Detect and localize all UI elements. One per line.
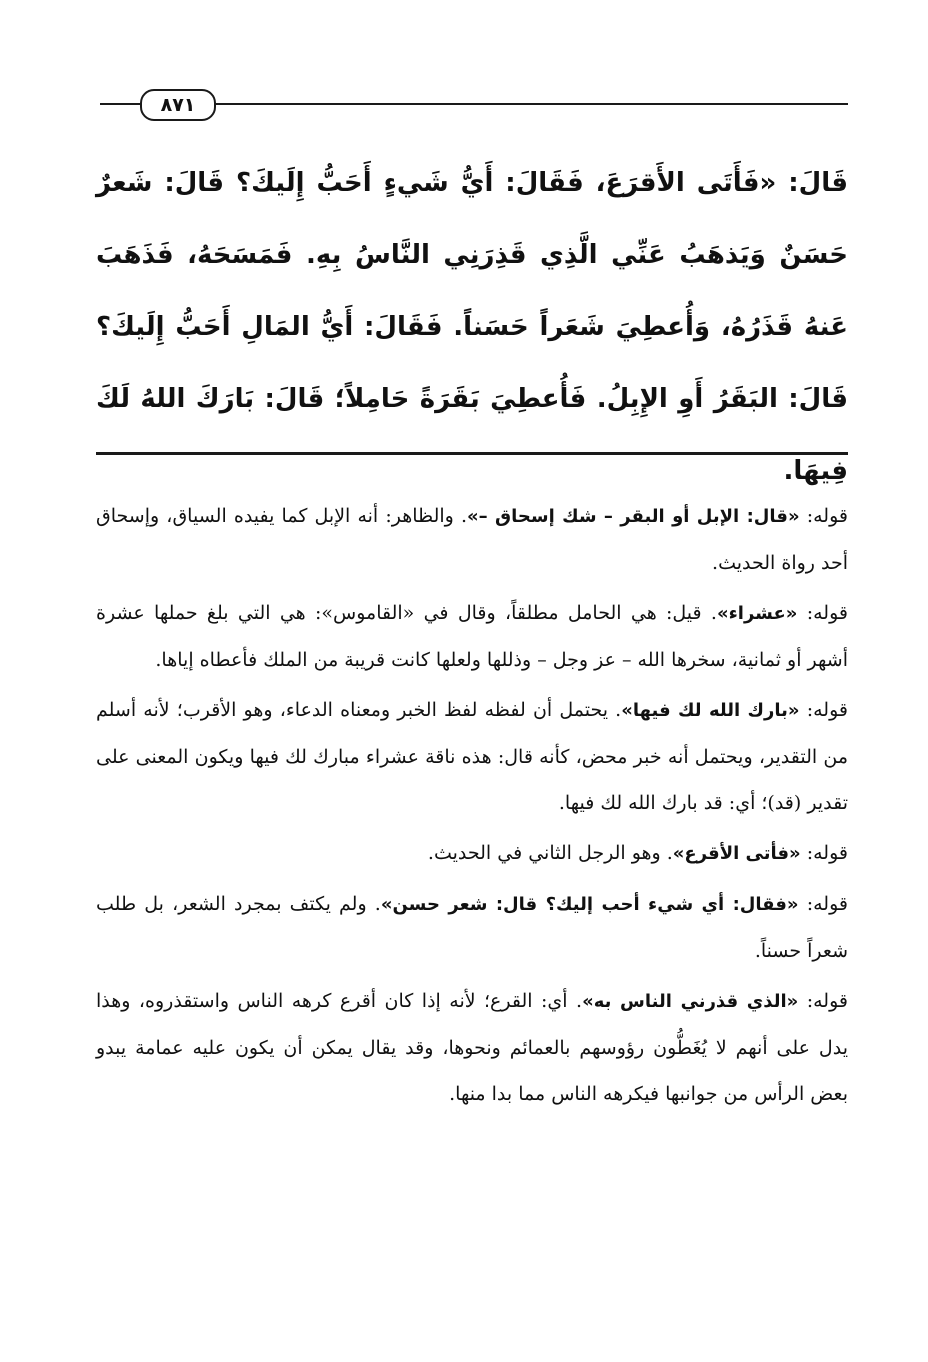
note-lead: قوله: [806,602,848,624]
note-quote: «الذي قذرني الناس به» [582,991,799,1012]
commentary-note [96,830,848,877]
commentary-note [96,978,848,1117]
note-lead: قوله: [806,842,848,864]
note-lead: قوله: [806,990,848,1012]
note-text: . أي: القرع؛ لأنه إذا كان أقرع كرهه الناس واستقذروه، وهذا يدل على أنهم لا يُغَطُّون رؤوسهم بالعمائم ونحوها، وقد يقال يمكن أن يكون عليه عمامة يبدو بعض الرأس من جوانبها فيكرهه الناس مما بدا منها. [96,990,848,1105]
commentary-section [96,493,848,1121]
note-quote: «بارك الله لك فيها» [621,700,800,721]
note-quote: «عشراء» [716,603,798,624]
note-text: . يحتمل أن لفظه لفظ الخبر ومعناه الدعاء، وهو الأقرب؛ لأنه أسلم من التقدير، ويحتمل أنه خبر محض، كأنه قال: هذه ناقة عشراء مبارك لك فيها ويكون المعنى على تقدير (قد)؛ أي: قد بارك الله لك فيها. [96,699,848,814]
note-text: . قيل: هي الحامل مطلقاً، وقال في «القاموس»: هي التي بلغ حملها عشرة أشهر أو ثمانية، سخرها الله – عز وجل – وذللها ولعلها كانت قريبة من الملك فأعطاه إياها. [96,602,848,671]
note-text: . ولم يكتف بمجرد الشعر، بل طلب شعراً حسناً. [96,893,848,962]
note-lead: قوله: [806,505,848,527]
note-quote: «قال: الإبل أو البقر – شك إسحاق –» [467,506,800,527]
page-header [100,88,848,118]
commentary-note [96,881,848,974]
note-text: . والظاهر: أنه الإبل كما يفيده السياق، وإسحاق أحد رواة الحديث. [96,505,848,574]
commentary-note [96,493,848,586]
note-quote: «فقال: أي شيء أحب إليك؟ قال: شعر حسن» [380,894,799,915]
hadith-text: قَالَ: «فَأَتَى الأَقرَعَ، فَقَالَ: أَيُّ شَيءٍ أَحَبُّ إِلَيكَ؟ قَالَ: شَعرٌ حَسَنٌ وَيَذهَبُ عَنِّي الَّذِي قَذِرَنِي النَّاسُ بِهِ. فَمَسَحَهُ، فَذَهَبَ عَنهُ قَذَرُهُ، وَأُعطِيَ شَعَراً حَسَناً. فَقَالَ: أَيُّ المَالِ أَحَبُّ إِلَيكَ؟ قَالَ: البَقَرُ أَوِ الإِبِلُ. فَأُعطِيَ بَقَرَةً حَامِلاً؛ قَالَ: بَارَكَ اللهُ لَكَ فِيهَا. [96,168,848,486]
page-number: ٨٧١ [140,89,216,121]
note-quote: «فأتى الأقرع» [672,843,801,864]
note-lead: قوله: [806,893,848,915]
commentary-note [96,687,848,826]
note-text: . وهو الرجل الثاني في الحديث. [427,842,673,864]
commentary-note [96,590,848,683]
footnote-divider [96,452,848,455]
note-lead: قوله: [806,699,848,721]
